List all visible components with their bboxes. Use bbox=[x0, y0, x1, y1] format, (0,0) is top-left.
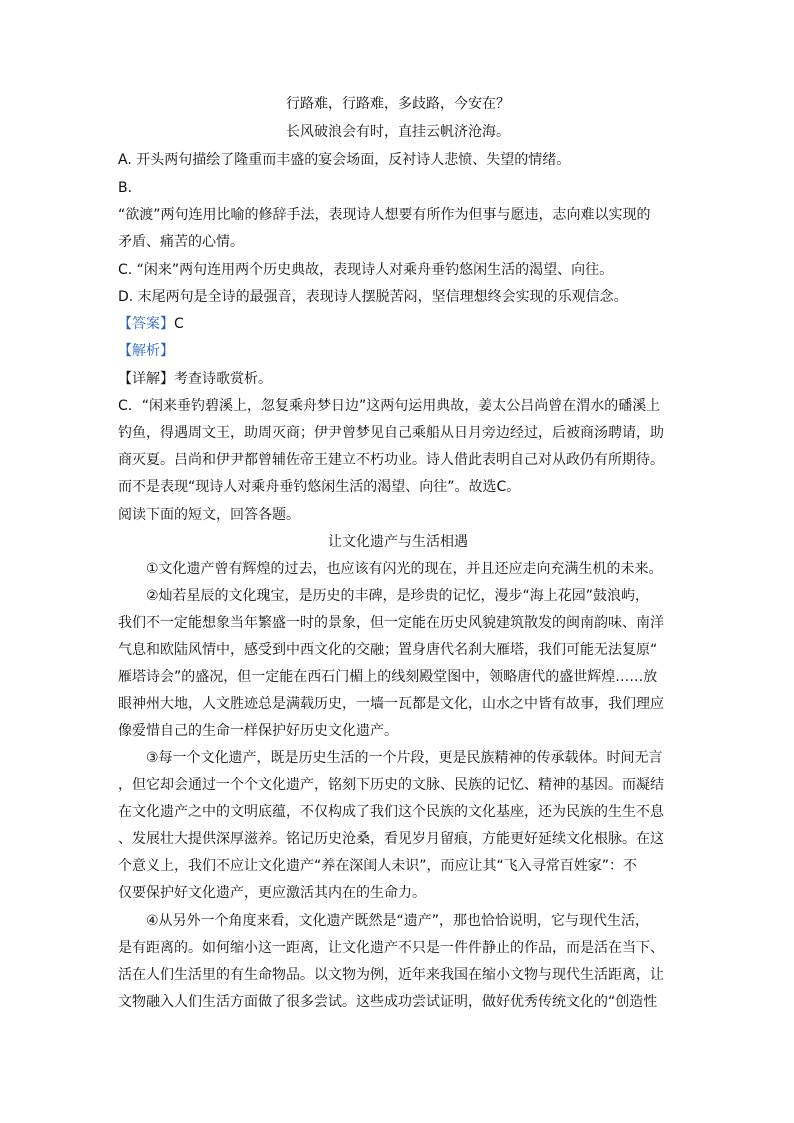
analysis-tag: 【解析】 bbox=[118, 343, 174, 359]
detail-line: 商灭夏。吕尚和伊尹都曾辅佐帝王建立不朽功业。诗人借此表明自己对从政仍有所期待。 bbox=[118, 452, 664, 468]
option-c: C. “闲来”两句连用两个历史典故，表现诗人对乘舟垂钓悠闲生活的渴望、向往。 bbox=[118, 262, 614, 278]
article-line: 雁塔诗会”的盛况，但一定能在西石门楣上的线刻殿堂图中，领略唐代的盛世辉煌……放 bbox=[118, 669, 658, 685]
poem-line-1: 行路难，行路难，多歧路，今安在？ bbox=[286, 96, 510, 112]
analysis-row bbox=[118, 341, 678, 361]
article-line: 活在人们生活里的有生命物品。以文物为例，近年来我国在缩小文物与现代生活距离，让 bbox=[118, 967, 664, 983]
article-line: 仅要保护好文化遗产，更应激活其内在的生命力。 bbox=[118, 885, 426, 901]
option-b-line-2: 矛盾、痛苦的心情。 bbox=[118, 234, 244, 250]
article-line: ④从另外一个角度来看，文化遗产既然是“遗产”，那也恰恰说明，它与现代生活， bbox=[146, 913, 650, 929]
option-b-line-1: “欲渡”两句连用比喻的修辞手法，表现诗人想要有所作为但事与愿违，志向难以实现的 bbox=[118, 207, 651, 223]
answer-row bbox=[118, 314, 678, 334]
detail-row bbox=[118, 369, 678, 389]
detail-line: 而不是表现“现诗人对乘舟垂钓悠闲生活的渴望、向往”。故选C。 bbox=[118, 479, 521, 495]
article-line: 是有距离的。如何缩小这一距离，让文化遗产不只是一件件静止的作品，而是活在当下、 bbox=[118, 940, 664, 956]
answer-tag: 【答案】 bbox=[118, 316, 174, 332]
article-line: ②灿若星辰的文化瑰宝，是历史的丰碑，是珍贵的记忆，漫步“海上花园”鼓浪屿， bbox=[146, 588, 650, 604]
poem-line-2: 长风破浪会有时，直挂云帆济沧海。 bbox=[286, 124, 510, 140]
article-line: 我们不一定能想象当年繁盛一时的景象，但一定能在历史风貌建筑散发的闽南韵味、南洋 bbox=[118, 615, 664, 631]
detail-line: C．“闲来垂钓碧溪上，忽复乘舟梦日边”这两句运用典故，姜太公吕尚曾在渭水的磻溪上 bbox=[118, 398, 661, 414]
option-b-label: B. bbox=[118, 180, 133, 196]
article-line: 像爱惜自己的生命一样保护好历史文化遗产。 bbox=[118, 723, 398, 739]
article-line: 文物融入人们生活方面做了很多尝试。这些成功尝试证明，做好优秀传统文化的“创造性 bbox=[118, 994, 658, 1010]
answer-value: C bbox=[174, 316, 184, 332]
article-line: ①文化遗产曾有辉煌的过去，也应该有闪光的现在，并且还应走向充满生机的未来。 bbox=[146, 561, 663, 577]
detail-intro: 考查诗歌赏析。 bbox=[174, 371, 272, 387]
article-line: 个意义上，我们不应让文化遗产“养在深闺人未识”，而应让其“飞入寻常百姓家”：不 bbox=[118, 858, 638, 874]
detail-tag: 【详解】 bbox=[118, 371, 174, 387]
article-line: 在文化遗产之中的文明底蕴，不仅构成了我们这个民族的文化基座，还为民族的生生不息 bbox=[118, 804, 664, 820]
article-line: 眼神州大地，人文胜迹总是满载历史，一墙一瓦都是文化，山水之中皆有故事，我们理应 bbox=[118, 696, 664, 712]
article-line: ③每一个文化遗产，既是历史生活的一个片段，更是民族精神的传承载体。时间无言 bbox=[146, 750, 663, 766]
reading-instruction: 阅读下面的短文，回答各题。 bbox=[118, 507, 300, 523]
article-line: 气息和欧陆风情中，感受到中西文化的交融；置身唐代名刹大雁塔，我们可能无法复原“ bbox=[118, 642, 658, 658]
article-line: ，但它却会通过一个个文化遗产，铭刻下历史的文脉、民族的记忆、精神的基因。而凝结 bbox=[118, 777, 664, 793]
option-d: D. 末尾两句是全诗的最强音，表现诗人摆脱苦闷，坚信理想终会实现的乐观信念。 bbox=[118, 289, 628, 305]
detail-line: 钓鱼，得遇周文王，助周灭商；伊尹曾梦见自己乘船从日月旁边经过，后被商汤聘请，助 bbox=[118, 425, 664, 441]
article-title: 让文化遗产与生活相遇 bbox=[328, 534, 468, 550]
article-line: 、发展壮大提供深厚滋养。铭记历史沧桑，看见岁月留痕，方能更好延续文化根脉。在这 bbox=[118, 831, 664, 847]
option-a: A. 开头两句描绘了隆重而丰盛的宴会场面，反衬诗人悲愤、失望的情绪。 bbox=[118, 152, 571, 168]
